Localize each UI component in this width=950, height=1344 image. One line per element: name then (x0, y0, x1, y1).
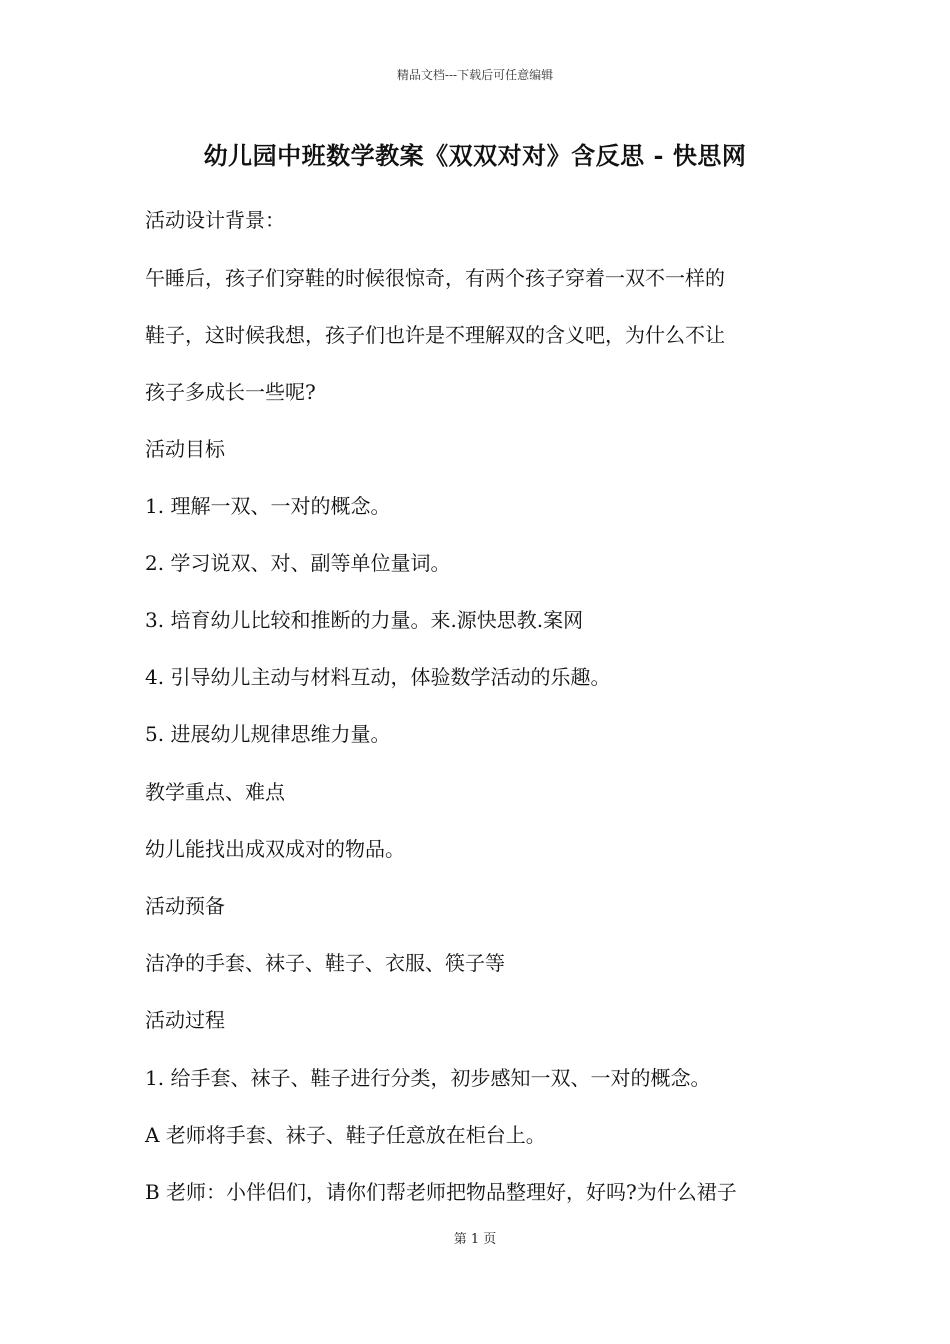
list-item: 3. 培育幼儿比较和推断的力量。来.源快思教.案网 (145, 608, 584, 632)
list-item: 5. 进展幼儿规律思维力量。 (145, 722, 391, 746)
section-heading-background: 活动设计背景： (145, 208, 285, 232)
list-item: 1. 理解一双、一对的概念。 (145, 494, 391, 518)
section-heading-preparation: 活动预备 (145, 894, 225, 918)
paragraph-line: 鞋子，这时候我想，孩子们也许是不理解双的含义吧，为什么不让 (145, 323, 725, 347)
list-item: B 老师：小伴侣们，请你们帮老师把物品整理好，好吗?为什么裙子 (145, 1180, 737, 1204)
list-item: 2. 学习说双、对、副等单位量词。 (145, 551, 451, 575)
paragraph-line: 孩子多成长一些呢? (145, 380, 316, 404)
section-heading-goals: 活动目标 (145, 437, 225, 461)
paragraph-line: 幼儿能找出成双成对的物品。 (145, 837, 405, 861)
section-heading-key-points: 教学重点、难点 (145, 780, 285, 804)
section-heading-process: 活动过程 (145, 1008, 225, 1032)
page-header: 精品文档---下载后可任意编辑 (396, 68, 554, 82)
paragraph-line: 洁净的手套、袜子、鞋子、衣服、筷子等 (145, 951, 505, 975)
list-item: 1. 给手套、袜子、鞋子进行分类，初步感知一双、一对的概念。 (145, 1066, 711, 1090)
list-item: A 老师将手套、袜子、鞋子任意放在柜台上。 (145, 1123, 546, 1147)
paragraph-line: 午睡后，孩子们穿鞋的时候很惊奇，有两个孩子穿着一双不一样的 (145, 266, 725, 290)
page-number: 第 1 页 (453, 1232, 497, 1247)
list-item: 4. 引导幼儿主动与材料互动，体验数学活动的乐趣。 (145, 665, 611, 689)
document-title: 幼儿园中班数学教案《双双对对》含反思 - 快思网 (203, 141, 747, 170)
